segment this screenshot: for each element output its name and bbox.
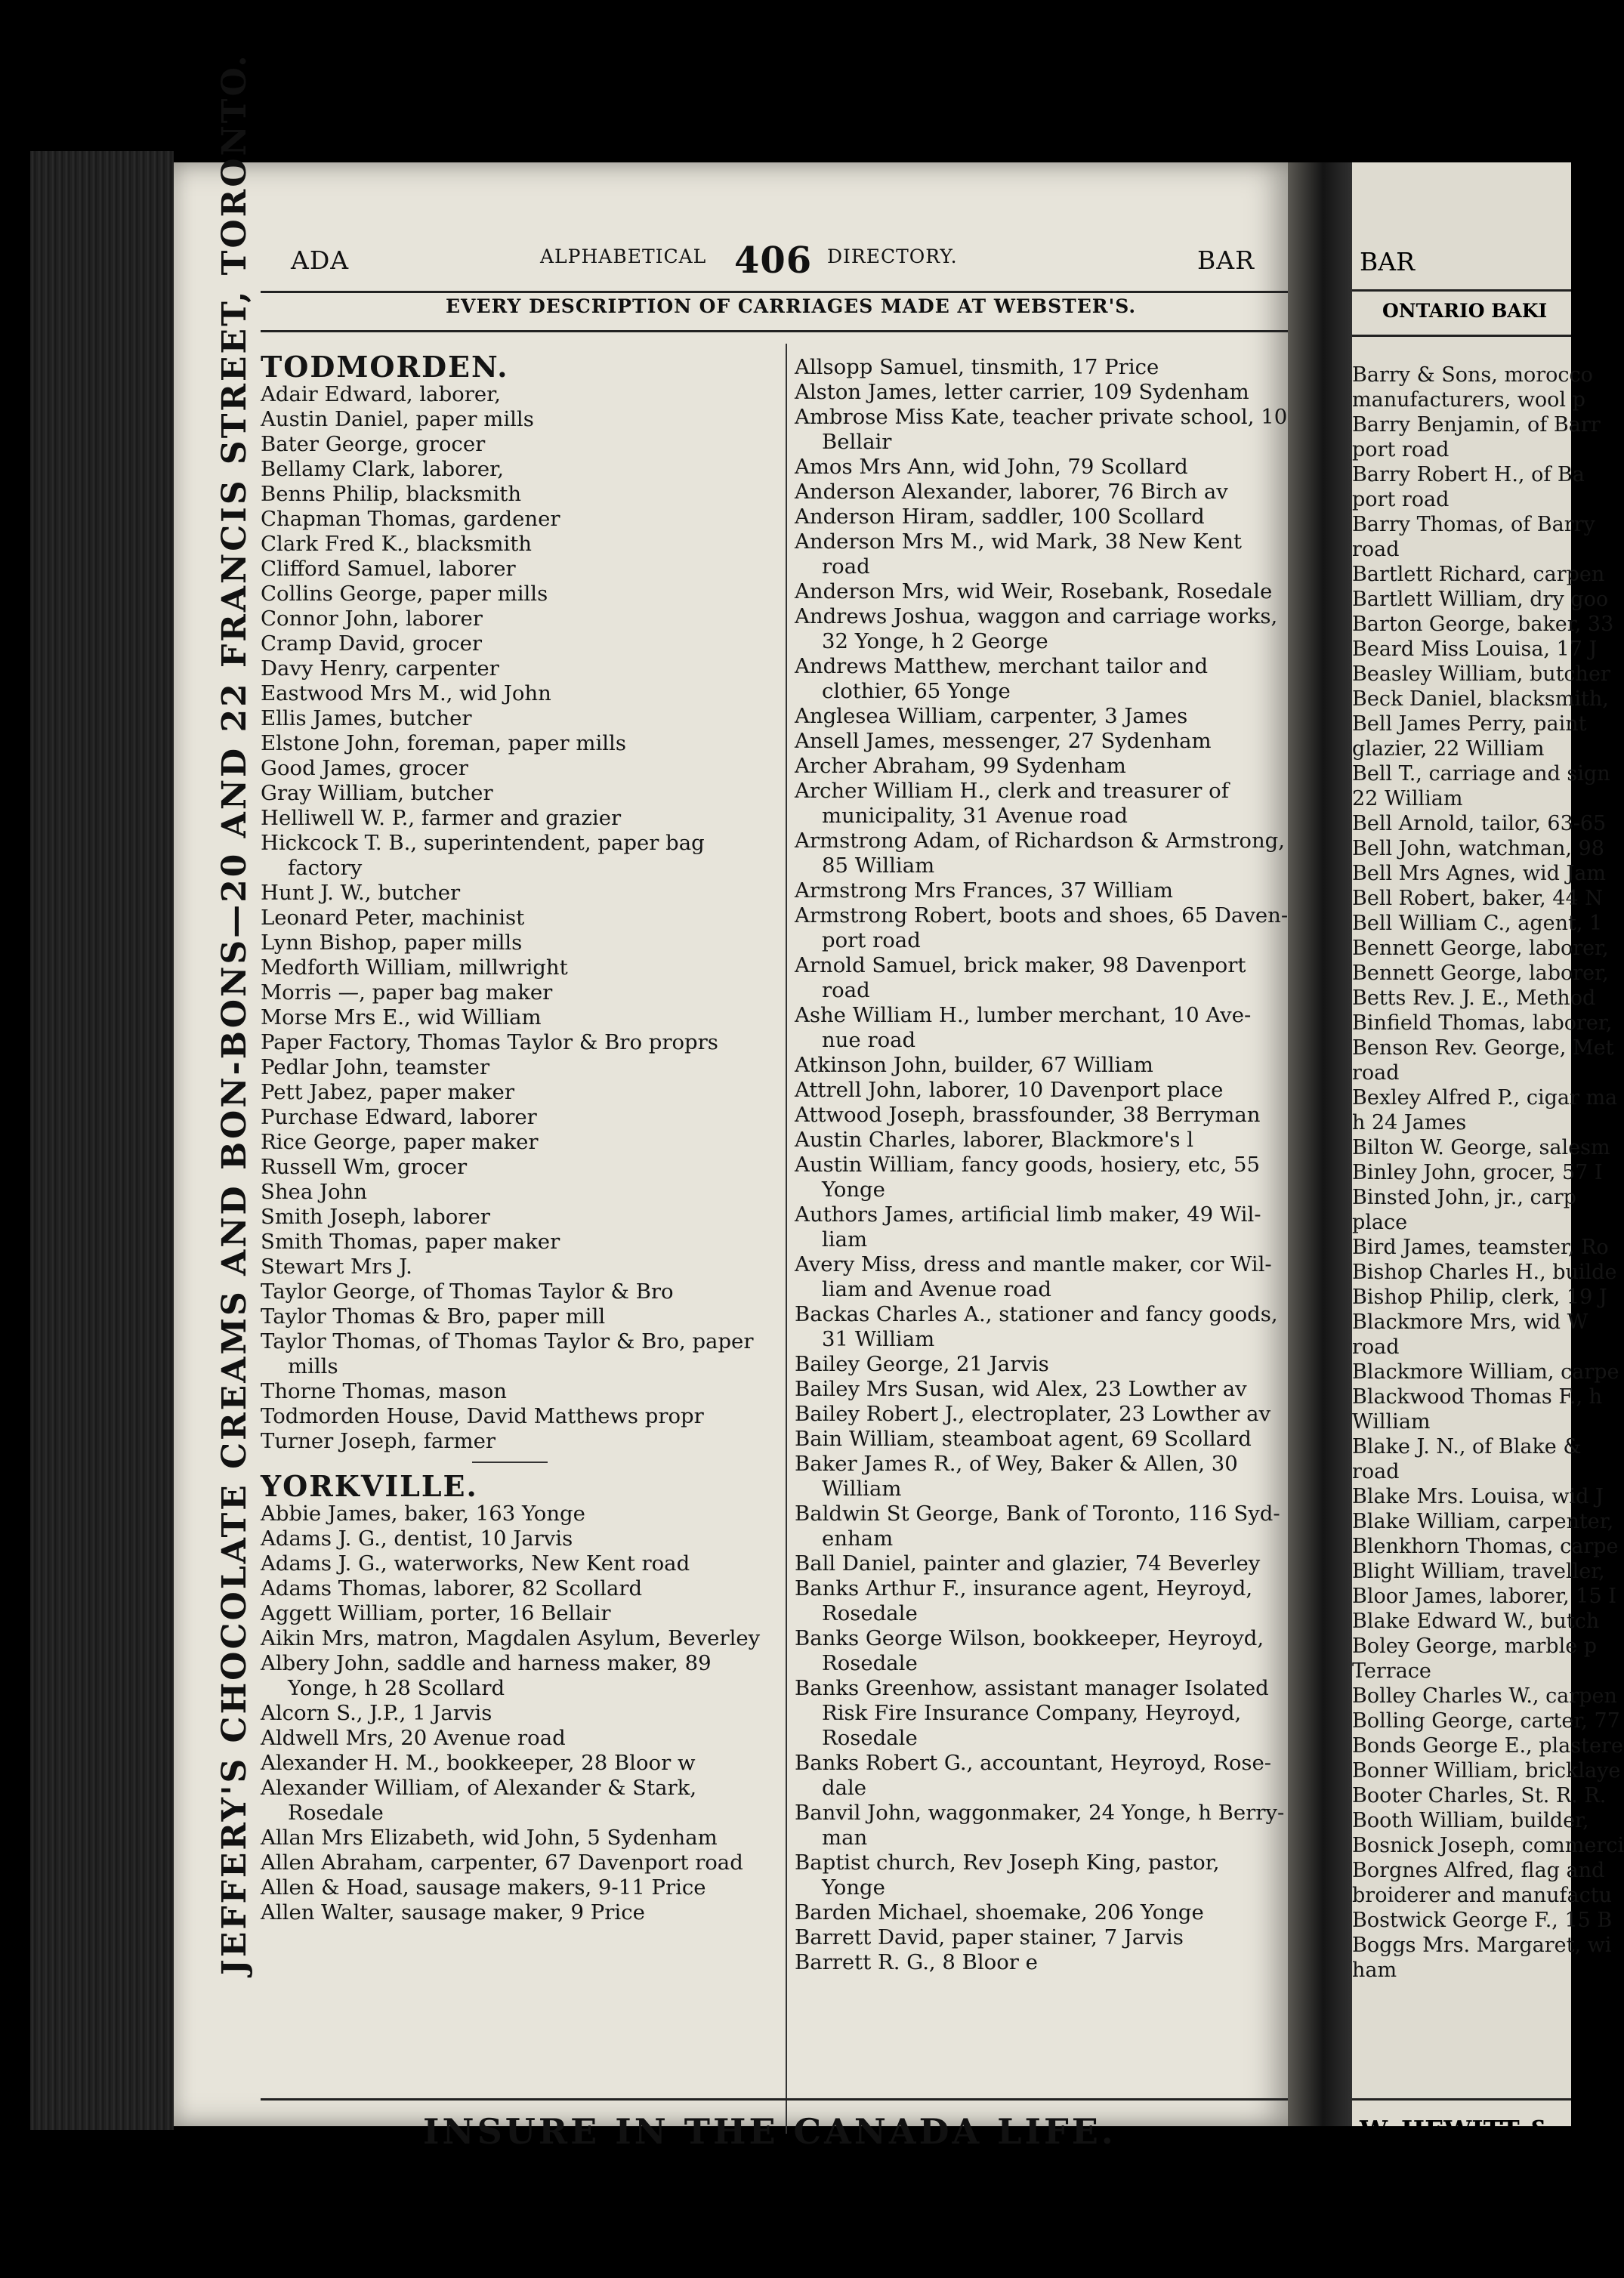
facing-entry-line: manufacturers, wool p xyxy=(1352,388,1585,412)
directory-entry: Medforth William, millwright xyxy=(261,955,568,980)
entry-continuation: Yonge xyxy=(822,1178,885,1202)
directory-entry: Purchase Edward, laborer xyxy=(261,1105,537,1129)
directory-entry: Adams J. G., dentist, 10 Jarvis xyxy=(261,1526,573,1551)
facing-entry-line: port road xyxy=(1352,438,1450,461)
entry-continuation: William xyxy=(822,1477,902,1501)
facing-entry-line: Beasley William, butcher xyxy=(1352,662,1610,686)
facing-entry-line: road xyxy=(1352,1061,1400,1085)
entry-line: Backas Charles A., stationer and fancy goods, xyxy=(795,1302,1278,1326)
book-gutter xyxy=(1288,162,1352,2126)
facing-page xyxy=(1352,162,1624,2144)
header-rule xyxy=(261,291,1288,293)
directory-entry: Ellis James, butcher xyxy=(261,706,472,730)
entry-line: Banvil John, waggonmaker, 24 Yonge, h Berry- xyxy=(795,1801,1285,1825)
directory-entry: Aikin Mrs, matron, Magdalen Asylum, Beverley xyxy=(261,1626,761,1650)
entry-continuation: Risk Fire Insurance Company, Heyroyd, xyxy=(822,1701,1242,1725)
directory-entry xyxy=(261,1651,782,1701)
facing-entry-line: broiderer and manufactu xyxy=(1352,1884,1612,1907)
directory-entry: Bailey George, 21 Jarvis xyxy=(795,1352,1049,1376)
directory-entry xyxy=(795,953,1289,1003)
directory-entry xyxy=(795,903,1289,953)
facing-entry-line: Beard Miss Louisa, 17 J xyxy=(1352,637,1598,661)
entry-line: Taylor Thomas, of Thomas Taylor & Bro, paper xyxy=(261,1329,754,1354)
entry-line: Avery Miss, dress and mantle maker, cor Wil- xyxy=(795,1252,1272,1276)
facing-page-header: BAR xyxy=(1360,247,1415,276)
entry-continuation: road xyxy=(822,554,870,579)
facing-entry-line: Blackmore William, carpe xyxy=(1352,1360,1619,1384)
directory-entry: Bater George, grocer xyxy=(261,432,486,456)
facing-banner-rule xyxy=(1352,335,1571,337)
facing-entry-line: Bosnick Joseph, commerci xyxy=(1352,1834,1624,1857)
directory-entry: Anderson Hiram, saddler, 100 Scollard xyxy=(795,505,1205,529)
directory-entry xyxy=(795,779,1289,829)
facing-entry-line: Bartlett William, dry goo xyxy=(1352,588,1609,611)
facing-entry-line: Blake William, carpenter, xyxy=(1352,1510,1614,1533)
directory-entry: Elstone John, foreman, paper mills xyxy=(261,731,626,755)
facing-entry-line: 22 William xyxy=(1352,787,1463,810)
directory-entry xyxy=(795,1302,1289,1352)
column-left xyxy=(261,350,782,1925)
facing-entry-line: Beck Daniel, blacksmith, xyxy=(1352,687,1609,711)
directory-entry: Aggett William, porter, 16 Bellair xyxy=(261,1601,611,1625)
column-right xyxy=(795,355,1289,1975)
facing-page-footer: W. HEWITT & xyxy=(1360,2115,1551,2144)
entry-continuation: Bellair xyxy=(822,430,892,454)
entry-line: Banks Arthur F., insurance agent, Heyroyd, xyxy=(795,1576,1253,1600)
directory-entry: Leonard Peter, machinist xyxy=(261,906,525,930)
facing-entry-line: Barton George, baker, 33 xyxy=(1352,613,1614,636)
top-advert-banner: EVERY DESCRIPTION OF CARRIAGES MADE AT WEBSTER'S. xyxy=(446,295,1137,317)
facing-entry-line: Terrace xyxy=(1352,1659,1431,1683)
directory-entry xyxy=(795,1003,1289,1053)
facing-entry-line: glazier, 22 William xyxy=(1352,737,1545,761)
facing-entry-line: Bell Mrs Agnes, wid Jam xyxy=(1352,862,1606,885)
directory-entry: Allsopp Samuel, tinsmith, 17 Price xyxy=(795,355,1159,379)
directory-entry: Stewart Mrs J. xyxy=(261,1255,412,1279)
facing-entry-line: Blight William, traveller, xyxy=(1352,1560,1605,1583)
facing-entry-line: port road xyxy=(1352,488,1450,511)
directory-entry: Barrett R. G., 8 Bloor e xyxy=(795,1950,1038,1974)
entry-continuation: mills xyxy=(288,1354,338,1378)
directory-entry: Todmorden House, David Matthews propr xyxy=(261,1404,704,1428)
entry-continuation: dale xyxy=(822,1776,867,1800)
directory-entry xyxy=(795,1153,1289,1202)
directory-entry: Turner Joseph, farmer xyxy=(261,1429,496,1453)
entry-line: Baker James R., of Wey, Baker & Allen, 30 xyxy=(795,1452,1238,1476)
facing-header-rule xyxy=(1352,289,1571,292)
directory-entry: Bellamy Clark, laborer, xyxy=(261,457,504,481)
directory-entry: Alcorn S., J.P., 1 Jarvis xyxy=(261,1701,492,1725)
directory-entry: Allan Mrs Elizabeth, wid John, 5 Sydenham xyxy=(261,1826,718,1850)
book-page-edges xyxy=(30,151,174,2130)
facing-entry-line: Booth William, builder, xyxy=(1352,1809,1589,1832)
directory-entry xyxy=(261,831,782,881)
directory-entry: Lynn Bishop, paper mills xyxy=(261,931,523,955)
entry-continuation: liam and Avenue road xyxy=(822,1277,1051,1301)
directory-entry: Taylor George, of Thomas Taylor & Bro xyxy=(261,1279,674,1304)
directory-entry: Good James, grocer xyxy=(261,756,468,780)
directory-entry: Smith Thomas, paper maker xyxy=(261,1230,560,1254)
facing-entry-line: Barry & Sons, morocco xyxy=(1352,363,1593,387)
directory-entry xyxy=(795,1801,1289,1850)
entry-continuation: enham xyxy=(822,1526,894,1551)
facing-entry-line: Blake J. N., of Blake & xyxy=(1352,1435,1582,1458)
facing-entry-line: Betts Rev. J. E., Method xyxy=(1352,986,1596,1010)
section-heading-yorkville: YORKVILLE. xyxy=(261,1469,478,1503)
directory-entry: Amos Mrs Ann, wid John, 79 Scollard xyxy=(795,455,1188,479)
directory-entry: Clark Fred K., blacksmith xyxy=(261,532,533,556)
entry-continuation: Rosedale xyxy=(822,1726,918,1750)
facing-entry-line: Binley John, grocer, 57 I xyxy=(1352,1161,1603,1184)
directory-entry: Bailey Mrs Susan, wid Alex, 23 Lowther av xyxy=(795,1377,1247,1401)
facing-entry-line: Benson Rev. George, Met xyxy=(1352,1036,1614,1060)
directory-entry: Chapman Thomas, gardener xyxy=(261,507,560,531)
directory-entry: Collins George, paper mills xyxy=(261,582,548,606)
section-divider xyxy=(472,1462,548,1463)
entry-line: Baptist church, Rev Joseph King, pastor, xyxy=(795,1850,1220,1875)
directory-entry xyxy=(795,1576,1289,1626)
directory-entry: Benns Philip, blacksmith xyxy=(261,482,522,506)
entry-continuation: 32 Yonge, h 2 George xyxy=(822,629,1048,653)
header-left-guide: ADA xyxy=(291,245,350,275)
footer-advert: INSURE IN THE CANADA LIFE. xyxy=(423,2111,1116,2152)
entry-continuation: Rosedale xyxy=(288,1801,384,1825)
directory-entry: Rice George, paper maker xyxy=(261,1130,539,1154)
facing-entry-line: Blackwood Thomas F., h xyxy=(1352,1385,1603,1409)
directory-entry: Hunt J. W., butcher xyxy=(261,881,461,905)
directory-entry: Bailey Robert J., electroplater, 23 Lowther av xyxy=(795,1402,1271,1426)
entry-line: Anderson Mrs M., wid Mark, 38 New Kent xyxy=(795,529,1242,554)
header-right-guide: BAR xyxy=(1197,245,1255,275)
entry-line: Banks Robert G., accountant, Heyroyd, Rose- xyxy=(795,1751,1272,1775)
facing-entry-line: ham xyxy=(1352,1959,1397,1982)
directory-entry: Abbie James, baker, 163 Yonge xyxy=(261,1502,585,1526)
facing-entry-line: Binsted John, jr., carp xyxy=(1352,1186,1576,1209)
header-alphabetical: ALPHABETICAL xyxy=(540,245,707,267)
facing-entry-line: h 24 James xyxy=(1352,1111,1467,1134)
entry-line: Austin William, fancy goods, hosiery, etc, 55 xyxy=(795,1153,1260,1177)
directory-entry: Austin Daniel, paper mills xyxy=(261,407,534,431)
entry-continuation: road xyxy=(822,978,870,1002)
header-directory: DIRECTORY. xyxy=(827,245,958,267)
directory-entry: Pedlar John, teamster xyxy=(261,1055,490,1079)
directory-entry xyxy=(795,1252,1289,1302)
entry-continuation: 85 William xyxy=(822,853,935,878)
facing-entry-line: Booter Charles, St. R. R. xyxy=(1352,1784,1607,1807)
directory-entry xyxy=(795,1452,1289,1502)
directory-entry: Eastwood Mrs M., wid John xyxy=(261,681,551,705)
entry-line: Arnold Samuel, brick maker, 98 Davenport xyxy=(795,953,1246,977)
facing-entry-line: Binfield Thomas, laborer, xyxy=(1352,1011,1613,1035)
entry-continuation: man xyxy=(822,1826,868,1850)
directory-entry: Allen & Hoad, sausage makers, 9-11 Price xyxy=(261,1875,706,1900)
directory-list xyxy=(795,355,1289,1975)
directory-entry: Pett Jabez, paper maker xyxy=(261,1080,514,1104)
directory-entry xyxy=(795,529,1289,579)
facing-entry-line: Bennett George, laborer, xyxy=(1352,937,1609,960)
entry-continuation: liam xyxy=(822,1227,868,1252)
facing-entry-line: Bolley Charles W., carpen xyxy=(1352,1684,1617,1708)
entry-continuation: Rosedale xyxy=(822,1601,918,1625)
facing-entry-line: Bloor James, laborer, 15 I xyxy=(1352,1585,1616,1608)
entry-line: Hickcock T. B., superintendent, paper bag xyxy=(261,831,705,855)
facing-entry-line: Bishop Philip, clerk, 19 J xyxy=(1352,1286,1607,1309)
directory-entry: Paper Factory, Thomas Taylor & Bro proprs xyxy=(261,1030,718,1054)
entry-continuation: nue road xyxy=(822,1028,916,1052)
directory-entry: Cramp David, grocer xyxy=(261,631,482,656)
directory-entry: Russell Wm, grocer xyxy=(261,1155,468,1179)
directory-entry: Clifford Samuel, laborer xyxy=(261,557,516,581)
directory-entry: Adams Thomas, laborer, 82 Scollard xyxy=(261,1576,643,1600)
facing-entry-line: road xyxy=(1352,538,1400,561)
entry-continuation: Yonge, h 28 Scollard xyxy=(288,1676,505,1700)
entry-continuation: 31 William xyxy=(822,1327,935,1351)
directory-entry: Allen Walter, sausage maker, 9 Price xyxy=(261,1900,645,1925)
entry-continuation: factory xyxy=(288,856,363,880)
entry-continuation: Yonge xyxy=(822,1875,885,1900)
facing-entry-line: Barry Robert H., of Ba xyxy=(1352,463,1585,486)
directory-entry: Taylor Thomas & Bro, paper mill xyxy=(261,1304,606,1329)
directory-page xyxy=(174,53,1299,2152)
facing-entry-line: Bennett George, laborer, xyxy=(1352,962,1609,985)
directory-entry: Barden Michael, shoemake, 206 Yonge xyxy=(795,1900,1204,1925)
directory-entry: Austin Charles, laborer, Blackmore's l xyxy=(795,1128,1194,1152)
yorkville-list xyxy=(261,1502,782,1925)
directory-entry: Morris —, paper bag maker xyxy=(261,980,553,1005)
directory-entry: Helliwell W. P., farmer and grazier xyxy=(261,806,622,830)
facing-entry-line: Bostwick George F., 15 B xyxy=(1352,1909,1613,1932)
facing-entry-line: Bishop Charles H., builde xyxy=(1352,1261,1617,1284)
entry-line: Armstrong Robert, boots and shoes, 65 Daven- xyxy=(795,903,1289,928)
facing-entry-line: Bonner William, bricklaye xyxy=(1352,1759,1621,1783)
entry-line: Archer William H., clerk and treasurer of xyxy=(795,779,1229,803)
facing-entry-line: Blenkhorn Thomas, carpe xyxy=(1352,1535,1619,1558)
directory-entry: Armstrong Mrs Frances, 37 William xyxy=(795,878,1173,903)
facing-entry-line: Barry Benjamin, of Barr xyxy=(1352,413,1601,437)
directory-entry xyxy=(795,829,1289,878)
entry-continuation: Rosedale xyxy=(822,1651,918,1675)
directory-entry xyxy=(795,604,1289,654)
facing-entry-line: Bell William C., agent, 1 xyxy=(1352,912,1603,935)
facing-entry-line: Boley George, marble p xyxy=(1352,1634,1598,1658)
directory-entry xyxy=(795,1751,1289,1801)
directory-entry xyxy=(795,1850,1289,1900)
facing-entry-line: Blake Mrs. Louisa, wid J xyxy=(1352,1485,1604,1508)
facing-entry-line: Bell John, watchman, 98 xyxy=(1352,837,1604,860)
facing-entry-line: Barry Thomas, of Barry xyxy=(1352,513,1595,536)
directory-entry: Davy Henry, carpenter xyxy=(261,656,499,681)
directory-entry: Attrell John, laborer, 10 Davenport place xyxy=(795,1078,1224,1102)
entry-line: Ashe William H., lumber merchant, 10 Ave- xyxy=(795,1003,1252,1027)
facing-entry-line: Borgnes Alfred, flag and xyxy=(1352,1859,1605,1882)
directory-entry: Anderson Alexander, laborer, 76 Birch av xyxy=(795,480,1228,504)
directory-entry: Barrett David, paper stainer, 7 Jarvis xyxy=(795,1925,1184,1949)
directory-entry xyxy=(795,654,1289,704)
directory-entry xyxy=(795,1202,1289,1252)
facing-entry-line: Blackmore Mrs, wid W xyxy=(1352,1310,1588,1334)
directory-entry: Alston James, letter carrier, 109 Sydenham xyxy=(795,380,1249,404)
directory-entry: Gray William, butcher xyxy=(261,781,493,805)
facing-entry-line: Bolling George, carter, 77 xyxy=(1352,1709,1620,1733)
facing-entry-line: Bexley Alfred P., cigar ma xyxy=(1352,1086,1618,1110)
entry-line: Banks George Wilson, bookkeeper, Heyroyd, xyxy=(795,1626,1264,1650)
facing-entry-line: Bell James Perry, paint xyxy=(1352,712,1587,736)
facing-entry-line: Bilton W. George, salesm xyxy=(1352,1136,1610,1159)
directory-entry: Adair Edward, laborer, xyxy=(261,382,502,406)
directory-entry: Allen Abraham, carpenter, 67 Davenport road xyxy=(261,1850,743,1875)
facing-entry-line: William xyxy=(1352,1410,1431,1434)
todmorden-list xyxy=(261,382,782,1454)
entry-line: Ambrose Miss Kate, teacher private school, 10 xyxy=(795,405,1288,429)
facing-footer-rule xyxy=(1352,2098,1571,2101)
entry-line: Alexander William, of Alexander & Stark, xyxy=(261,1776,697,1800)
facing-entry-line: Bell Robert, baker, 44 N xyxy=(1352,887,1603,910)
facing-entry-line: Bird James, teamster, Ro xyxy=(1352,1236,1609,1259)
entry-continuation: municipality, 31 Avenue road xyxy=(822,804,1128,828)
directory-entry xyxy=(795,1502,1289,1551)
entry-continuation: clothier, 65 Yonge xyxy=(822,679,1011,703)
column-divider xyxy=(786,344,787,2134)
directory-entry: Alexander H. M., bookkeeper, 28 Bloor w xyxy=(261,1751,696,1775)
directory-entry: Attwood Joseph, brassfounder, 38 Berryman xyxy=(795,1103,1261,1127)
facing-entry-line: place xyxy=(1352,1211,1408,1234)
footer-rule xyxy=(261,2098,1288,2101)
directory-entry xyxy=(261,1329,782,1379)
directory-entry: Thorne Thomas, mason xyxy=(261,1379,508,1403)
entry-line: Armstrong Adam, of Richardson & Armstrong, xyxy=(795,829,1286,853)
page-number: 406 xyxy=(734,239,813,282)
facing-entry-line: Blake Edward W., butch xyxy=(1352,1610,1600,1633)
entry-line: Andrews Joshua, waggon and carriage works, xyxy=(795,604,1278,628)
banner-rule xyxy=(261,330,1288,332)
entry-continuation: port road xyxy=(822,928,921,952)
directory-entry: Shea John xyxy=(261,1180,367,1204)
directory-entry: Aldwell Mrs, 20 Avenue road xyxy=(261,1726,566,1750)
directory-entry: Morse Mrs E., wid William xyxy=(261,1005,542,1029)
entry-line: Banks Greenhow, assistant manager Isolated xyxy=(795,1676,1269,1700)
facing-entry-line: road xyxy=(1352,1460,1400,1483)
entry-line: Authors James, artificial limb maker, 49 Wil- xyxy=(795,1202,1261,1227)
directory-entry: Archer Abraham, 99 Sydenham xyxy=(795,754,1126,778)
directory-entry: Smith Joseph, laborer xyxy=(261,1205,490,1229)
facing-entry-line: Boggs Mrs. Margaret, wi xyxy=(1352,1934,1612,1957)
facing-entry-line: Bonds George E., plastere xyxy=(1352,1734,1623,1758)
directory-entry xyxy=(795,1676,1289,1751)
directory-entry: Anderson Mrs, wid Weir, Rosebank, Rosedale xyxy=(795,579,1273,603)
facing-page-banner: ONTARIO BAKI xyxy=(1382,300,1548,322)
facing-entry-line: Bartlett Richard, carpen xyxy=(1352,563,1605,586)
directory-entry: Ball Daniel, painter and glazier, 74 Beverley xyxy=(795,1551,1261,1576)
directory-entry: Adams J. G., waterworks, New Kent road xyxy=(261,1551,690,1576)
directory-entry: Bain William, steamboat agent, 69 Scollard xyxy=(795,1427,1252,1451)
directory-entry: Atkinson John, builder, 67 William xyxy=(795,1053,1153,1077)
facing-page-list xyxy=(1352,363,1624,1983)
directory-entry: Connor John, laborer xyxy=(261,607,483,631)
directory-entry xyxy=(795,405,1289,455)
entry-line: Andrews Matthew, merchant tailor and xyxy=(795,654,1209,678)
facing-entry-line: Bell T., carriage and sign xyxy=(1352,762,1610,786)
section-heading-todmorden: TODMORDEN. xyxy=(261,350,509,384)
side-advertisement: JEFFERY'S CHOCOLATE CREAMS AND BON-BONS—20 AND 22 FRANCIS STREET, TORONTO. xyxy=(215,53,254,1975)
directory-entry xyxy=(261,1776,782,1826)
facing-entry-line: road xyxy=(1352,1335,1400,1359)
facing-entry-line: Bell Arnold, tailor, 63-65 xyxy=(1352,812,1607,835)
directory-entry: Anglesea William, carpenter, 3 James xyxy=(795,704,1188,728)
directory-entry xyxy=(795,1626,1289,1676)
entry-line: Albery John, saddle and harness maker, 89 xyxy=(261,1651,712,1675)
entry-line: Baldwin St George, Bank of Toronto, 116 Syd- xyxy=(795,1502,1280,1526)
directory-entry: Ansell James, messenger, 27 Sydenham xyxy=(795,729,1212,753)
